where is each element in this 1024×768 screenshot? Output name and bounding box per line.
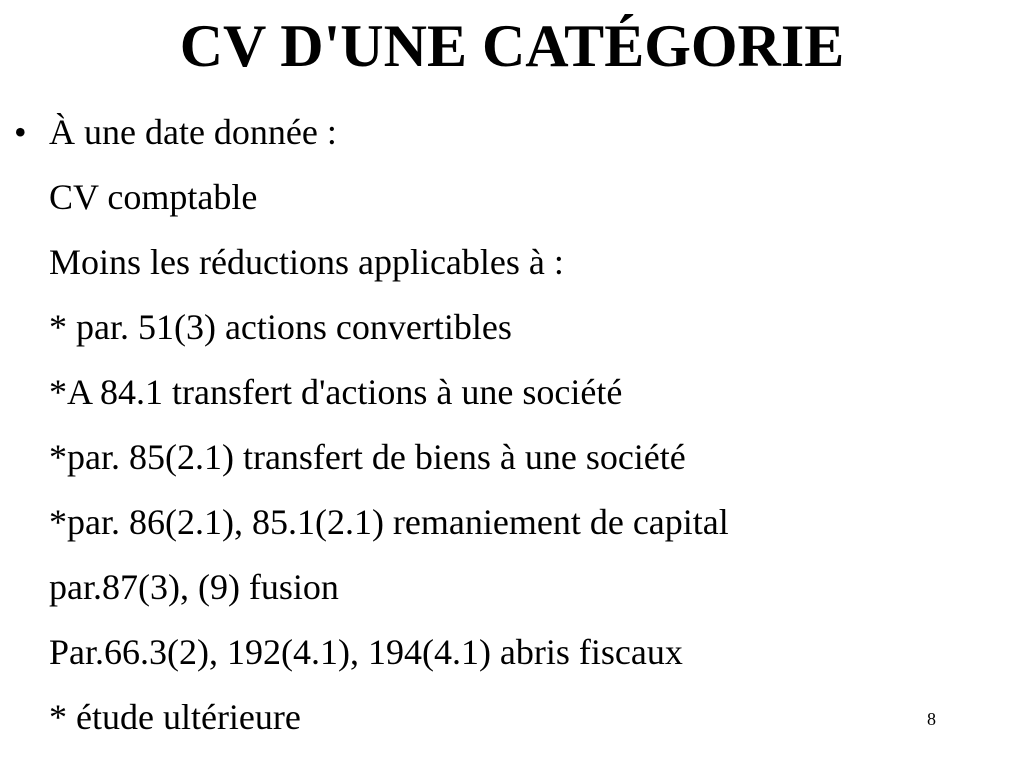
- content-line-cv-comptable: CV comptable: [49, 177, 258, 217]
- content-list: [49, 108, 729, 758]
- content-line-etude-ulterieure: * étude ultérieure: [49, 697, 301, 737]
- content-line-date: À une date donnée :: [49, 112, 337, 152]
- content-line-par-66-3-2: Par.66.3(2), 192(4.1), 194(4.1) abris fiscaux: [49, 632, 683, 672]
- content-line-a-84-1: *A 84.1 transfert d'actions à une société: [49, 372, 623, 412]
- page-number: 8: [927, 709, 936, 729]
- content-line-par-86-2-1: *par. 86(2.1), 85.1(2.1) remaniement de capital: [49, 502, 729, 542]
- content-line-par-51-3: * par. 51(3) actions convertibles: [49, 307, 512, 347]
- slide-title: CV D'UNE CATÉGORIE: [179, 13, 845, 79]
- content-line-par-85-2-1: *par. 85(2.1) transfert de biens à une société: [49, 437, 686, 477]
- content-line-reductions: Moins les réductions applicables à :: [49, 242, 564, 282]
- content-line-par-87-3: par.87(3), (9) fusion: [49, 567, 339, 607]
- bullet-icon: •: [14, 112, 27, 152]
